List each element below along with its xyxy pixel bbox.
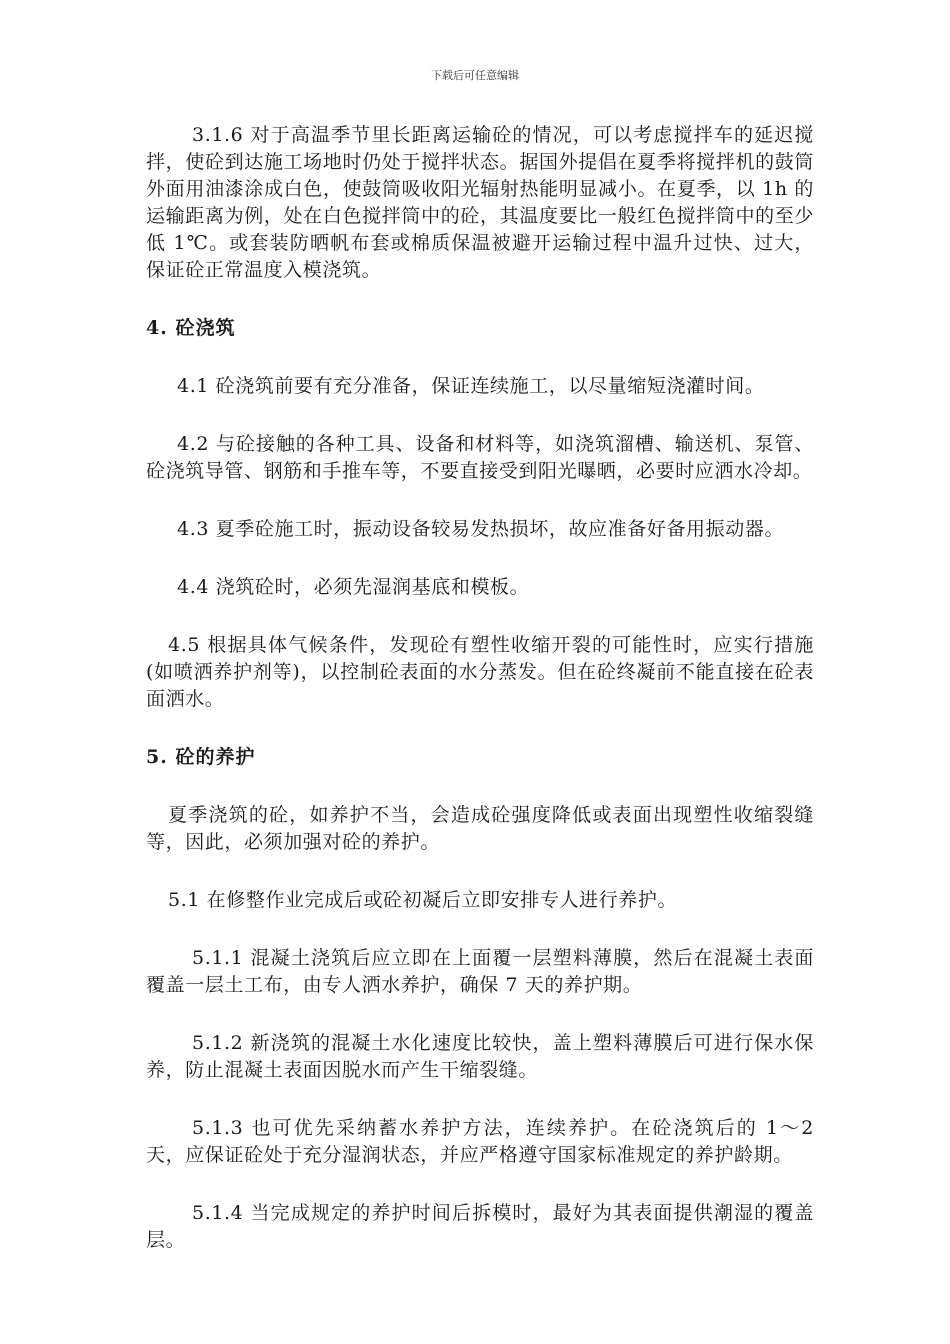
paragraph-4-3: 4.3 夏季砼施工时，振动设备较易发热损坏，故应准备好备用振动器。 [177,518,785,540]
paragraph-3-1-6: 3.1.6 对于高温季节里长距离运输砼的情况，可以考虑搅拌车的延迟搅拌，使砼到达施工场地时仍处于搅拌状态。据国外提倡在夏季将搅拌机的鼓筒外面用油漆涂成白色，使鼓筒吸收阳光辐射热能明显减小。在夏季，以 1h 的运输距离为例，处在白色搅拌筒中的砼，其温度要比一般红色搅拌筒中的至少低 1℃。或套装防晒帆布套或棉质保温被避开运输过程中温升过快、过大，保证砼正常温度入模浇筑。 [146,124,814,281]
paragraph-4-2: 4.2 与砼接触的各种工具、设备和材料等，如浇筑溜槽、输送机、泵管、砼浇筑导管、钢筋和手推车等，不要直接受到阳光曝晒，必要时应洒水冷却。 [146,433,814,482]
paragraph-4-4: 4.4 浇筑砼时，必须先湿润基底和模板。 [177,576,530,598]
paragraph-5-1: 5.1 在修整作业完成后或砼初凝后立即安排专人进行养护。 [168,889,678,911]
paragraph-5-1-2: 5.1.2 新浇筑的混凝土水化速度比较快，盖上塑料薄膜后可进行保水保养，防止混凝土表面因脱水而产生干缩裂缝。 [146,1032,814,1081]
paragraph-5-1-1: 5.1.1 混凝土浇筑后应立即在上面覆一层塑料薄膜，然后在混凝土表面覆盖一层土工布，由专人洒水养护，确保 7 天的养护期。 [146,947,814,996]
section-heading-4: 4. 砼浇筑 [146,317,236,339]
paragraph-4-1: 4.1 砼浇筑前要有充分准备，保证连续施工，以尽量缩短浇灌时间。 [177,375,765,397]
paragraph-5-intro: 夏季浇筑的砼，如养护不当，会造成砼强度降低或表面出现塑性收缩裂缝等，因此，必须加强对砼的养护。 [146,804,814,853]
document-body [146,122,814,1254]
page-header-note: 下载后可任意编辑 [431,69,519,82]
paragraph-4-5: 4.5 根据具体气候条件，发现砼有塑性收缩开裂的可能性时，应实行措施(如喷洒养护剂等)，以控制砼表面的水分蒸发。但在砼终凝前不能直接在砼表面洒水。 [146,634,814,710]
paragraph-5-1-3: 5.1.3 也可优先采纳蓄水养护方法，连续养护。在砼浇筑后的 1～2 天，应保证砼处于充分湿润状态，并应严格遵守国家标准规定的养护龄期。 [146,1117,814,1166]
paragraph-5-1-4: 5.1.4 当完成规定的养护时间后拆模时，最好为其表面提供潮湿的覆盖层。 [146,1202,814,1251]
section-heading-5: 5. 砼的养护 [146,746,256,768]
